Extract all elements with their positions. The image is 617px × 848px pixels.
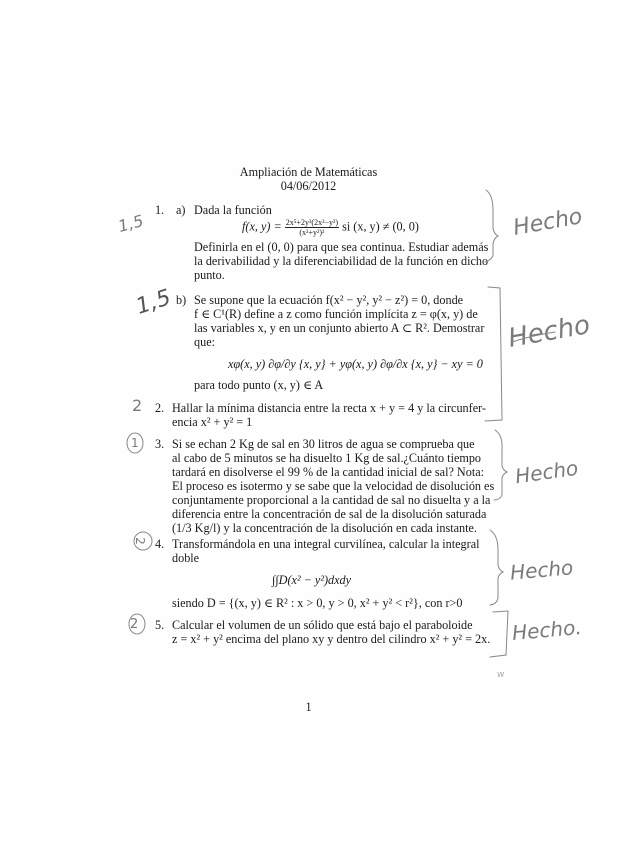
problem-5-number: 5. (155, 618, 165, 632)
circle-score-5 (129, 614, 145, 634)
handwritten-score-1a: 1,5 (115, 211, 146, 236)
formula-condition: si (x, y) ≠ (0, 0) (342, 219, 419, 234)
brace-4 (490, 530, 503, 605)
formula-denominator: (x²+y²)² (299, 228, 325, 237)
problem-3-line-6: diferencia entre la concentración de sal de la disolución saturada (172, 507, 487, 521)
problem-3-line-4: El proceso es isotermo y se sabe que la velocidad de disolución es (172, 479, 495, 493)
problem-1a-line-2: la derivabilidad y la diferenciabilidad de la función en dicho (194, 254, 489, 268)
problem-4-number: 4. (155, 537, 165, 551)
exam-title: Ampliación de Matemáticas (239, 165, 378, 179)
handwritten-score-2: 2 (132, 396, 143, 415)
circle-score-4 (134, 532, 152, 550)
problem-3-number: 3. (155, 437, 165, 451)
problem-4-formula: ∫∫D(x² − y²)dxdy (272, 573, 352, 587)
handwritten-score-3: 1 (131, 436, 139, 450)
handwritten-score-4: 2 (132, 537, 147, 545)
problem-1a-label: a) (176, 203, 186, 217)
problem-5-line-2: z = x² + y² encima del plano xy y dentro del cilindro x² + y² = 2x. (172, 632, 491, 646)
problem-5-line-1: Calcular el volumen de un sólido que está bajo el paraboloide (172, 618, 473, 632)
problem-1b-formula: xφ(x, y) ∂φ/∂y {x, y} + yφ(x, y) ∂φ/∂x {x, y} − xy = 0 (228, 357, 483, 371)
handwritten-mark-5: Hecho. (511, 615, 583, 645)
problem-1-number: 1. (155, 203, 165, 217)
problem-1a-line-3: punto. (194, 268, 225, 282)
bracket-1b-2 (485, 287, 502, 421)
problem-2-line-1: Hallar la mínima distancia entre la recta x + y = 4 y la circunfer- (172, 401, 486, 415)
handwritten-stray-mark: w (497, 670, 505, 680)
handwritten-mark-1b: Hecho (506, 310, 593, 354)
problem-2-line-2: encia x² + y² = 1 (172, 415, 253, 429)
handwritten-mark-3: Hecho (513, 455, 580, 489)
brace-3 (494, 430, 507, 500)
problem-4-after: siendo D = {(x, y) ∈ R² : x > 0, y > 0, x² + y² < r²}, con r>0 (172, 596, 463, 610)
problem-3-line-3: tardará en disolverse el 99 % de la cantidad inicial de sal? Nota: (172, 465, 485, 479)
handwritten-score-5: 2 (130, 617, 139, 632)
exam-date: 04/06/2012 (280, 179, 337, 193)
handwritten-mark-4: Hecho (509, 555, 575, 585)
bracket-5 (490, 611, 508, 657)
formula-lhs: f(x, y) = (242, 219, 282, 234)
problem-2-number: 2. (155, 401, 165, 415)
problem-4-line-2: doble (172, 551, 200, 565)
formula-numerator: 2x⁵+2y³(2x²−y²) (285, 218, 339, 227)
problem-1b-line-3: las variables x, y en un conjunto abierto A ⊂ R². Demostrar (194, 321, 485, 335)
problem-1b-line-4: que: (194, 335, 215, 349)
page-number: 1 (305, 700, 312, 714)
problem-1a-line-1: Definirla en el (0, 0) para que sea continua. Estudiar además (194, 240, 489, 254)
problem-1a-intro: Dada la función (194, 203, 272, 217)
problem-3-line-7: (1/3 Kg/l) y la concentración de la disolución en cada instante. (172, 521, 477, 535)
circle-score-3 (127, 433, 143, 453)
handwritten-mark-1a: Hecho (511, 204, 585, 241)
problem-1b-line-2: f ∈ C¹(R) define a z como función implícita z = φ(x, y) de (194, 307, 478, 321)
problem-1b-line-1: Se supone que la ecuación f(x² − y², y² − z²) = 0, donde (194, 293, 464, 307)
problem-3-line-1: Si se echan 2 Kg de sal en 30 litros de agua se comprueba que (172, 437, 475, 451)
problem-1b-label: b) (176, 293, 187, 307)
problem-3-line-2: al cabo de 5 minutos se ha disuelto 1 Kg de sal.¿Cuánto tiempo (172, 451, 482, 465)
problem-4-line-1: Transformándola en una integral curvilínea, calcular la integral (172, 537, 480, 551)
handwritten-score-1b: 1,5 (132, 285, 175, 320)
problem-1b-after: para todo punto (x, y) ∈ A (194, 378, 324, 392)
brace-1a (485, 190, 498, 262)
problem-3-line-5: conjuntamente proporcional a la cantidad de sal no disuelta y a la (172, 493, 491, 507)
underline-mark-1b (512, 332, 555, 342)
